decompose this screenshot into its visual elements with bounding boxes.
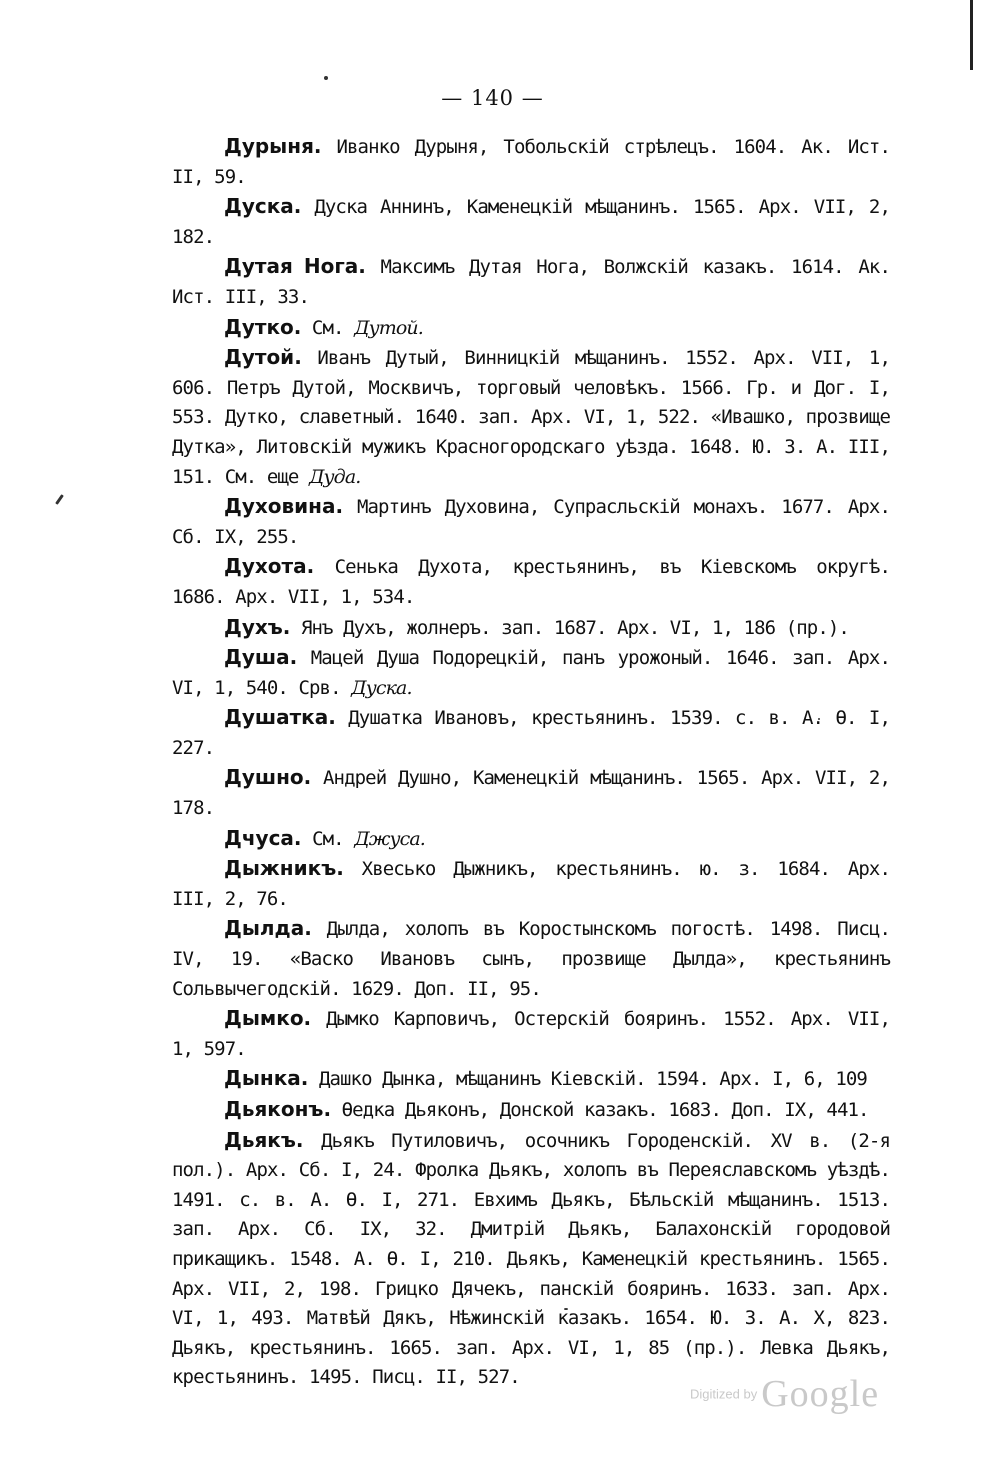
entry-text: Иванко Дурыня, Тобольскій стрѣлецъ. 1604. Ак. Ист. II, 59. <box>172 136 890 188</box>
entry-headword: Духъ. <box>224 614 291 639</box>
entry-headword: Душно. <box>224 765 312 790</box>
dictionary-entry <box>172 763 890 823</box>
watermark-prefix: Digitized by <box>690 1386 758 1402</box>
entry-text: Ѳедка Дьяконъ, Донской казакъ. 1683. Доп. IX, 441. <box>341 1099 869 1121</box>
dictionary-entry <box>172 824 890 855</box>
entry-cross-reference: Дуда. <box>309 465 361 488</box>
entry-headword: Душатка. <box>224 705 336 730</box>
entry-text: См. <box>312 827 344 850</box>
entry-text: Хвесько Дыжникъ, крестьянинъ. ю. з. 1684. Арх. III, 2, 76. <box>172 858 891 910</box>
entry-headword: Дутко. <box>224 314 302 339</box>
google-logo-text: Google <box>761 1373 880 1415</box>
entry-text: Дылда, холопъ въ Коростынскомъ погостѣ. 1498. Писц. IV, 19. «Васко Ивановъ сынъ, прозвище Дылда», крестьянинъ Сольвычегодскій. 1629. Доп. II, 95. <box>172 918 890 1000</box>
digitized-by-google-watermark <box>690 1372 879 1416</box>
entry-headword: Дымко. <box>224 1006 312 1031</box>
entry-text: Душатка Ивановъ, крестьянинъ. 1539. с. в. А. Ѳ. I, 227. <box>172 707 890 759</box>
entry-headword: Духовина. <box>224 494 344 519</box>
entry-cross-reference: Дутой. <box>354 316 423 339</box>
page-number: — 140 — <box>441 86 544 110</box>
entry-headword: Дуска. <box>224 194 302 219</box>
entry-text: Дымко Карповичъ, Остерскій бояринъ. 1552. Арх. VII, 1, 597. <box>172 1008 890 1060</box>
dictionary-entry <box>172 1095 890 1126</box>
entry-headword: Душа. <box>224 645 298 670</box>
entry-text: Дьякъ Путиловичъ, осочникъ Городенскій. XV в. (2-я пол.). Арх. Сб. I, 24. Фролка Дьякъ, холопъ въ Переяславскомъ уѣздѣ. 1491. с. в. А. Ѳ. I, 271. Евхимъ Дьякъ, Бѣльскій мѣщанинъ. 1513. зап. Арх. Сб. IX, 32. Дмитрій Дьякъ, Балахонскій городовой прикащикъ. 1548. А. Ѳ. I, 210. Дьякъ, Каменецкій крестьянинъ. 1565. Арх. VII, 2, 198. Грицко Дячекъ, панскій бояринъ. 1633. зап. Арх. VI, 1, 493. Матвѣй Дякъ, Нѣжинскій казакъ. 1654. Ю. З. А. X, 823. Дьякъ, крестьянинъ. 1665. зап. Арх. VI, 1, 85 (пр.). Левка Дьякъ, крестьянинъ. 1495. Писц. II, 527. <box>172 1129 890 1389</box>
scan-edge-rule <box>970 0 973 70</box>
entry-headword: Дьякъ. <box>224 1127 304 1152</box>
entry-text: Мацей Душа Подорецкій, панъ урожоный. 1646. зап. Арх. VI, 1, 540. Срв. <box>172 647 890 699</box>
entry-text: Дашко Дынка, мѣщанинъ Кіевскій. 1594. Арх. I, 6, 109 <box>318 1068 867 1091</box>
dictionary-entry <box>172 1064 890 1095</box>
entry-text: Максимъ Дутая Нога, Волжскій казакъ. 1614. Ак. Ист. III, 33. <box>172 256 890 308</box>
dictionary-entry <box>172 343 890 492</box>
entry-text: См. <box>311 316 344 339</box>
dictionary-entry <box>172 132 890 192</box>
entry-text: Андрей Душно, Каменецкій мѣщанинъ. 1565. Арх. VII, 2, 178. <box>172 767 890 820</box>
dictionary-entry <box>172 854 890 914</box>
dictionary-entry <box>172 252 890 312</box>
entry-text: Янъ Духъ, жолнеръ. зап. 1687. Арх. VI, 1, 186 (пр.). <box>300 616 849 639</box>
entry-headword: Дыжникъ. <box>224 856 344 881</box>
dictionary-entry <box>172 192 890 252</box>
entry-text: Сенька Духота, крестьянинъ, въ Кіевскомъ округѣ. 1686. Арх. VII, 1, 534. <box>172 556 890 608</box>
entry-headword: Дынка. <box>224 1066 309 1091</box>
dictionary-entry <box>172 703 890 763</box>
entry-text: Мартинъ Духовина, Супрасльскій монахъ. 1677. Арх. Сб. IX, 255. <box>172 496 890 548</box>
entry-headword: Дьяконъ. <box>224 1097 332 1121</box>
dictionary-entry <box>172 552 890 612</box>
entry-cross-reference: Дуска. <box>351 676 412 699</box>
entry-cross-reference: Джуса. <box>354 827 425 850</box>
dictionary-entry <box>172 613 890 644</box>
entry-headword: Дчуса. <box>224 825 302 850</box>
entry-headword: Дурыня. <box>224 134 322 158</box>
dictionary-entry <box>172 643 890 703</box>
entry-headword: Дутой. <box>224 345 302 370</box>
dictionary-entry <box>172 492 890 552</box>
entry-text: Иванъ Дутый, Винницкій мѣщанинъ. 1552. Арх. VII, 1, 606. Петръ Дутой, Москвичъ, торговый человѣкъ. 1566. Гр. и Дог. I, 553. Дутко, славетный. 1640. зап. Арх. VI, 1, 522. «Ивашко, прозвище Дутка», Литовскій мужикъ Красногородскаго уѣзда. 1648. Ю. З. А. III, 151. См. еще <box>172 347 890 488</box>
entry-headword: Дылда. <box>224 916 312 941</box>
dictionary-entry <box>172 1004 890 1064</box>
dictionary-entry <box>172 313 890 344</box>
entry-text: Дуска Аннинъ, Каменецкій мѣщанинъ. 1565. Арх. VII, 2, 182. <box>172 196 890 248</box>
entry-headword: Духота. <box>224 554 315 579</box>
dictionary-entry <box>172 1126 890 1393</box>
dictionary-entry <box>172 914 890 1004</box>
scan-speck <box>324 76 328 80</box>
dictionary-entries <box>172 132 890 1393</box>
scan-speck <box>55 494 64 505</box>
entry-headword: Дутая Нога. <box>224 254 366 279</box>
